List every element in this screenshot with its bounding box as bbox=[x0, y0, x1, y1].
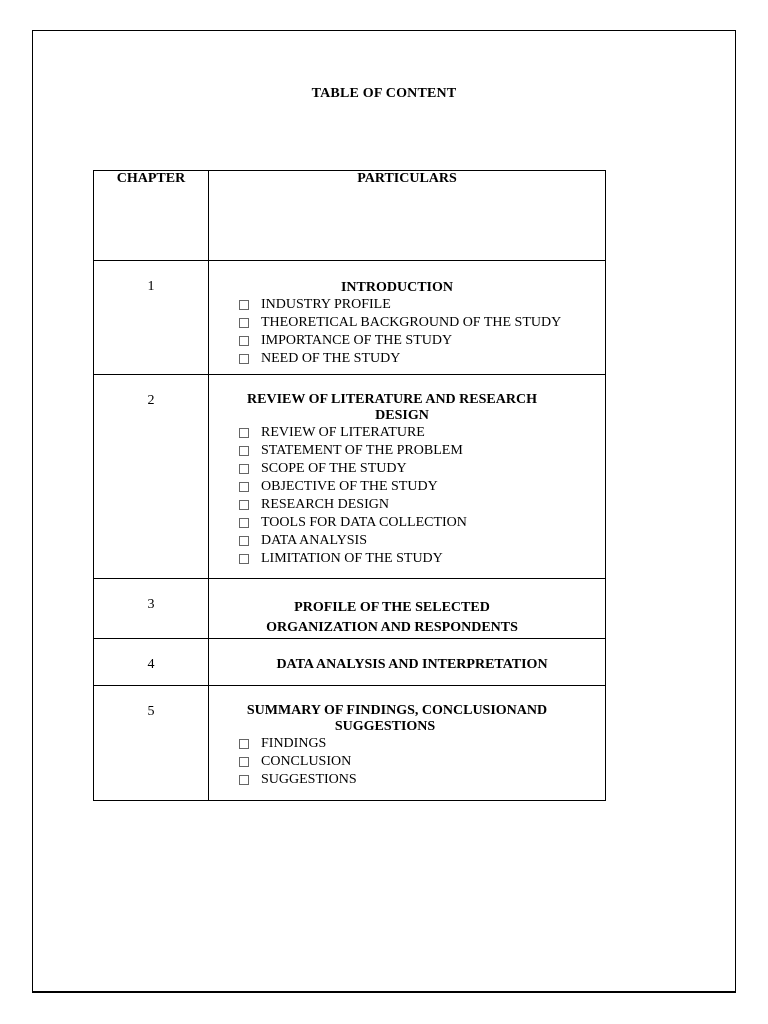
chapter-number: 1 bbox=[94, 261, 209, 375]
item-text: INDUSTRY PROFILE bbox=[261, 297, 391, 312]
list-item bbox=[239, 550, 605, 568]
section-title-line: ORGANIZATION AND RESPONDENTS bbox=[266, 620, 518, 635]
bullet-box-icon bbox=[239, 739, 249, 749]
list-item bbox=[239, 442, 605, 460]
bullet-box-icon bbox=[239, 446, 249, 456]
item-text: STATEMENT OF THE PROBLEM bbox=[261, 443, 463, 458]
item-text: THEORETICAL BACKGROUND OF THE STUDY bbox=[261, 315, 562, 330]
particulars-cell bbox=[209, 686, 606, 801]
item-text: FINDINGS bbox=[261, 736, 327, 751]
particulars-cell bbox=[209, 579, 606, 639]
list-item bbox=[239, 735, 605, 753]
item-text: LIMITATION OF THE STUDY bbox=[261, 551, 443, 566]
bullet-box-icon bbox=[239, 554, 249, 564]
bullet-box-icon bbox=[239, 318, 249, 328]
chapter-number: 2 bbox=[94, 375, 209, 579]
item-text: CONCLUSION bbox=[261, 754, 352, 769]
list-item bbox=[239, 296, 605, 314]
item-text: RESEARCH DESIGN bbox=[261, 497, 389, 512]
list-item bbox=[239, 460, 605, 478]
section-title-line: DATA ANALYSIS AND INTERPRETATION bbox=[276, 657, 548, 672]
bullet-box-icon bbox=[239, 482, 249, 492]
section-title-line: REVIEW OF LITERATURE AND RESEARCH bbox=[247, 392, 537, 407]
section-title-line: PROFILE OF THE SELECTED bbox=[294, 600, 490, 615]
list-item bbox=[239, 514, 605, 532]
bullet-box-icon bbox=[239, 757, 249, 767]
particulars-cell bbox=[209, 261, 606, 375]
particulars-header: PARTICULARS bbox=[209, 171, 606, 261]
chapter-number: 3 bbox=[94, 579, 209, 639]
item-list bbox=[209, 735, 605, 789]
bullet-box-icon bbox=[239, 336, 249, 346]
chapter-header: CHAPTER bbox=[94, 171, 209, 261]
particulars-cell bbox=[209, 639, 606, 686]
bullet-box-icon bbox=[239, 518, 249, 528]
section-title-line: INTRODUCTION bbox=[340, 280, 453, 295]
bullet-box-icon bbox=[239, 500, 249, 510]
table-header-row bbox=[94, 171, 606, 261]
item-text: TOOLS FOR DATA COLLECTION bbox=[261, 515, 467, 530]
chapter-number: 5 bbox=[94, 686, 209, 801]
section-title bbox=[189, 280, 605, 296]
bullet-box-icon bbox=[239, 536, 249, 546]
table-row bbox=[94, 375, 606, 579]
section-title-line: DESIGN bbox=[375, 408, 429, 423]
table-row bbox=[94, 686, 606, 801]
item-text: REVIEW OF LITERATURE bbox=[261, 425, 425, 440]
item-list bbox=[209, 424, 605, 568]
section-title bbox=[179, 598, 605, 638]
list-item bbox=[239, 478, 605, 496]
section-title bbox=[189, 703, 605, 735]
table-row bbox=[94, 579, 606, 639]
item-text: DATA ANALYSIS bbox=[261, 533, 367, 548]
section-title bbox=[179, 392, 605, 424]
item-text: IMPORTANCE OF THE STUDY bbox=[261, 333, 453, 348]
document-title: TABLE OF CONTENT bbox=[311, 86, 457, 101]
section-title-line: SUGGESTIONS bbox=[334, 719, 436, 734]
list-item bbox=[239, 771, 605, 789]
chapter-number: 4 bbox=[94, 639, 209, 686]
list-item bbox=[239, 753, 605, 771]
item-text: OBJECTIVE OF THE STUDY bbox=[261, 479, 438, 494]
list-item bbox=[239, 532, 605, 550]
list-item bbox=[239, 314, 605, 332]
item-text: NEED OF THE STUDY bbox=[261, 351, 401, 366]
list-item bbox=[239, 332, 605, 350]
list-item bbox=[239, 350, 605, 368]
bullet-box-icon bbox=[239, 464, 249, 474]
bullet-box-icon bbox=[239, 428, 249, 438]
item-text: SCOPE OF THE STUDY bbox=[261, 461, 407, 476]
list-item bbox=[239, 424, 605, 442]
bullet-box-icon bbox=[239, 354, 249, 364]
item-list bbox=[209, 296, 605, 368]
section-title-line: SUMMARY OF FINDINGS, CONCLUSIONAND bbox=[246, 703, 548, 718]
bullet-box-icon bbox=[239, 300, 249, 310]
particulars-cell bbox=[209, 375, 606, 579]
item-text: SUGGESTIONS bbox=[261, 772, 357, 787]
table-row bbox=[94, 261, 606, 375]
toc-table bbox=[93, 170, 606, 801]
bullet-box-icon bbox=[239, 775, 249, 785]
section-title bbox=[219, 657, 605, 673]
table-row bbox=[94, 639, 606, 686]
list-item bbox=[239, 496, 605, 514]
